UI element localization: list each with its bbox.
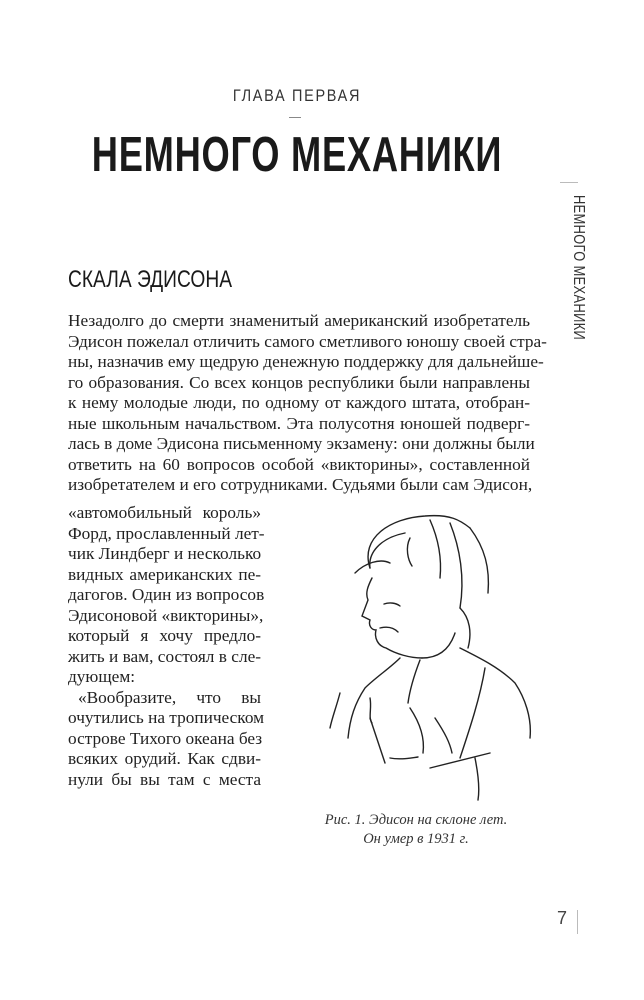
chapter-title: НЕМНОГО МЕХАНИКИ xyxy=(91,128,503,182)
text-line: «автомобильный король» xyxy=(68,503,261,522)
text-line: дующем: xyxy=(68,667,136,686)
text-line: Форд, прославленный лет- xyxy=(68,523,265,543)
text-line: го образования. Со всех концов республики были направлены xyxy=(68,372,530,392)
chapter-divider xyxy=(289,117,301,118)
text-line: дагогов. Один из вопросов xyxy=(68,585,265,604)
caption-line: Рис. 1. Эдисон на склоне лет. xyxy=(324,812,508,828)
section-title: СКАЛА ЭДИСОНА xyxy=(68,266,233,293)
text-line: «Вообразите, что вы xyxy=(78,687,261,707)
text-line: Незадолго до смерти знаменитый американский изобретатель xyxy=(68,311,530,330)
text-line: видных американских пе- xyxy=(68,564,261,584)
figure-caption xyxy=(300,811,532,849)
text-line: лась в доме Эдисона письменному экзамену: они должны были xyxy=(68,434,535,453)
text-line: который я хочу предло- xyxy=(68,626,261,645)
text-line: ные школьным начальством. Эта полусотня юношей подверг- xyxy=(68,413,530,433)
text-line: нули бы вы там с места xyxy=(68,769,261,789)
edison-portrait-illustration xyxy=(310,508,542,803)
caption-line: Он умер в 1931 г. xyxy=(363,831,469,847)
text-line: очутились на тропическом xyxy=(68,708,265,727)
text-line: чик Линдберг и несколько xyxy=(68,544,262,563)
text-line: изобретателем и его сотрудниками. Судьями были сам Эдисон, xyxy=(68,475,533,494)
text-line: жить и вам, состоял в сле- xyxy=(68,646,261,666)
text-line: ответить на 60 вопросов особой «викторины», составленной xyxy=(68,454,530,474)
page-number-rule xyxy=(577,910,578,934)
sidebar-rule xyxy=(560,182,578,183)
page-number: 7 xyxy=(557,908,568,928)
text-line: ны, назначив ему щедрую денежную поддержку для дальнейше- xyxy=(68,352,544,371)
text-line: к нему молодые люди, по одному от каждого штата, отобран- xyxy=(68,393,530,412)
text-line: Эдисон пожелал отличить самого сметливого юношу своей стра- xyxy=(68,331,547,351)
text-line: всяких орудий. Как сдви- xyxy=(68,749,261,768)
running-title: НЕМНОГО МЕХАНИКИ xyxy=(570,195,587,341)
text-line: острове Тихого океана без xyxy=(68,728,263,748)
paragraph-full-width xyxy=(68,311,547,496)
chapter-label: ГЛАВА ПЕРВАЯ xyxy=(232,86,362,105)
text-line: Эдисоновой «викторины», xyxy=(68,605,264,625)
paragraph-narrow xyxy=(68,503,265,790)
